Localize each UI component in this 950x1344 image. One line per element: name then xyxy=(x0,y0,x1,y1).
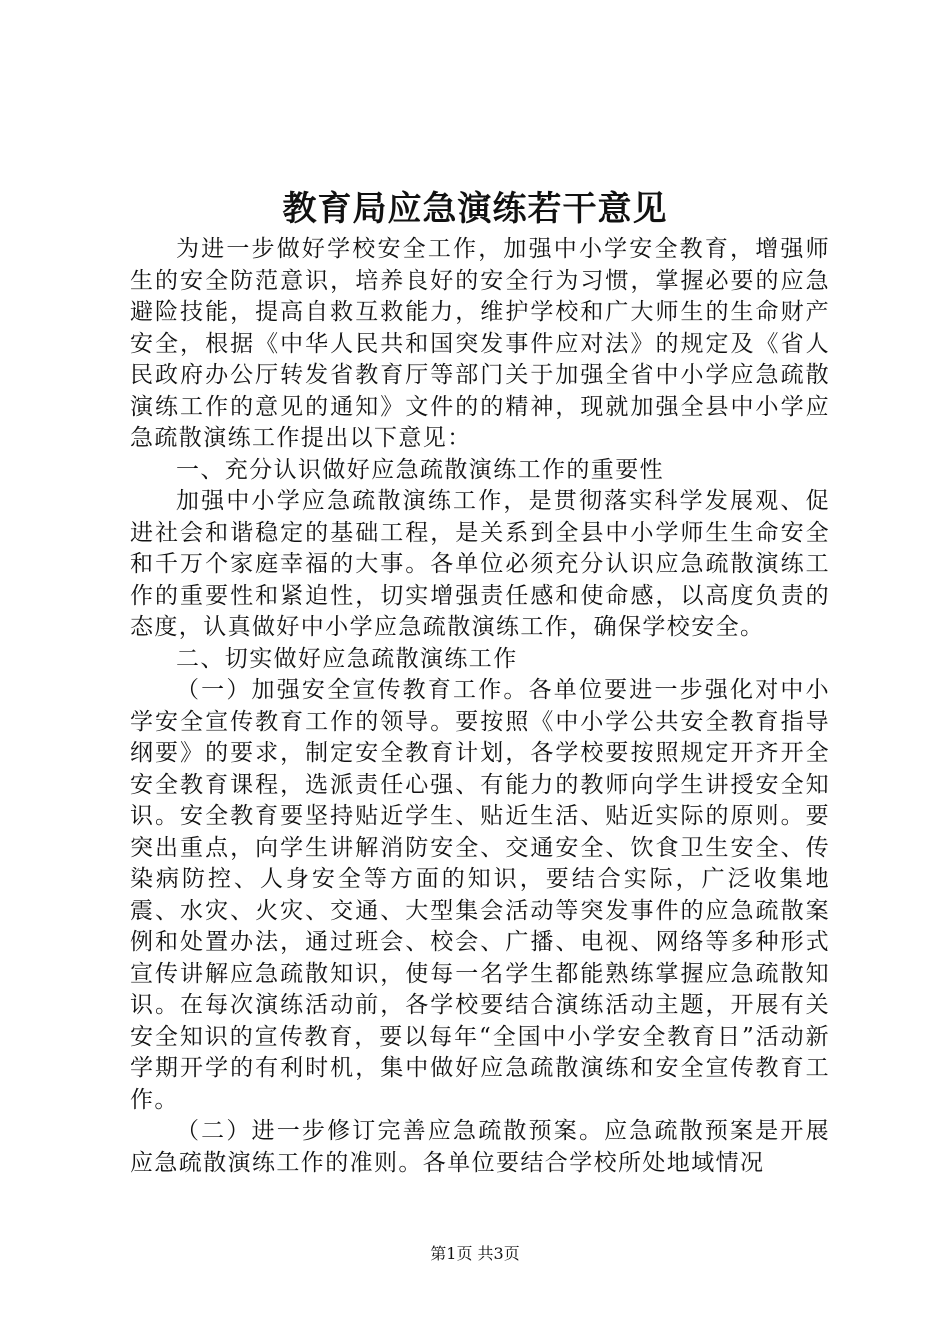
paragraph-intro: 为进一步做好学校安全工作，加强中小学安全教育，增强师生的安全防范意识，培养良好的安全行为习惯，掌握必要的应急避险技能，提高自救互救能力，维护学校和广大师生的生命财产安全，根据《中华人民共和国突发事件应对法》的规定及《省人民政府办公厅转发省教育厅等部门关于加强全省中小学应急疏散演练工作的意见的通知》文件的的精神，现就加强全县中小学应急疏散演练工作提出以下意见： xyxy=(130,236,830,451)
document-title: 教育局应急演练若干意见 xyxy=(282,189,668,229)
paragraph-item-2: （二）进一步修订完善应急疏散预案。应急疏散预案是开展应急疏散演练工作的准则。各单位要结合学校所处地域情况 xyxy=(130,1118,830,1176)
page-footer: 第1页 共3页 xyxy=(430,1244,520,1263)
paragraph-item-1: （一）加强安全宣传教育工作。各单位要进一步强化对中小学安全宣传教育工作的领导。要按照《中小学公共安全教育指导纲要》的要求，制定安全教育计划，各学校要按照规定开齐开全安全教育课程，选派责任心强、有能力的教师向学生讲授安全知识。安全教育要坚持贴近学生、贴近生活、贴近实际的原则。要突出重点，向学生讲解消防安全、交通安全、饮食卫生安全、传染病防控、人身安全等方面的知识，要结合实际，广泛收集地震、水灾、火灾、交通、大型集会活动等突发事件的应急疏散案例和处置办法，通过班会、校会、广播、电视、网络等多种形式宣传讲解应急疏散知识，使每一名学生都能熟练掌握应急疏散知识。在每次演练活动前，各学校要结合演练活动主题，开展有关安全知识的宣传教育，要以每年“全国中小学安全教育日”活动新学期开学的有利时机，集中做好应急疏散演练和安全宣传教育工作。 xyxy=(130,677,830,1113)
section-heading-2: 二、切实做好应急疏散演练工作 xyxy=(176,645,518,672)
document-body xyxy=(130,234,830,1179)
section-heading-1: 一、充分认识做好应急疏散演练工作的重要性 xyxy=(176,456,664,483)
paragraph-section-1: 加强中小学应急疏散演练工作，是贯彻落实科学发展观、促进社会和谐稳定的基础工程，是关系到全县中小学师生生命安全和千万个家庭幸福的大事。各单位必须充分认识应急疏散演练工作的重要性和紧迫性，切实增强责任感和使命感，以高度负责的态度，认真做好中小学应急疏散演练工作，确保学校安全。 xyxy=(130,488,830,640)
